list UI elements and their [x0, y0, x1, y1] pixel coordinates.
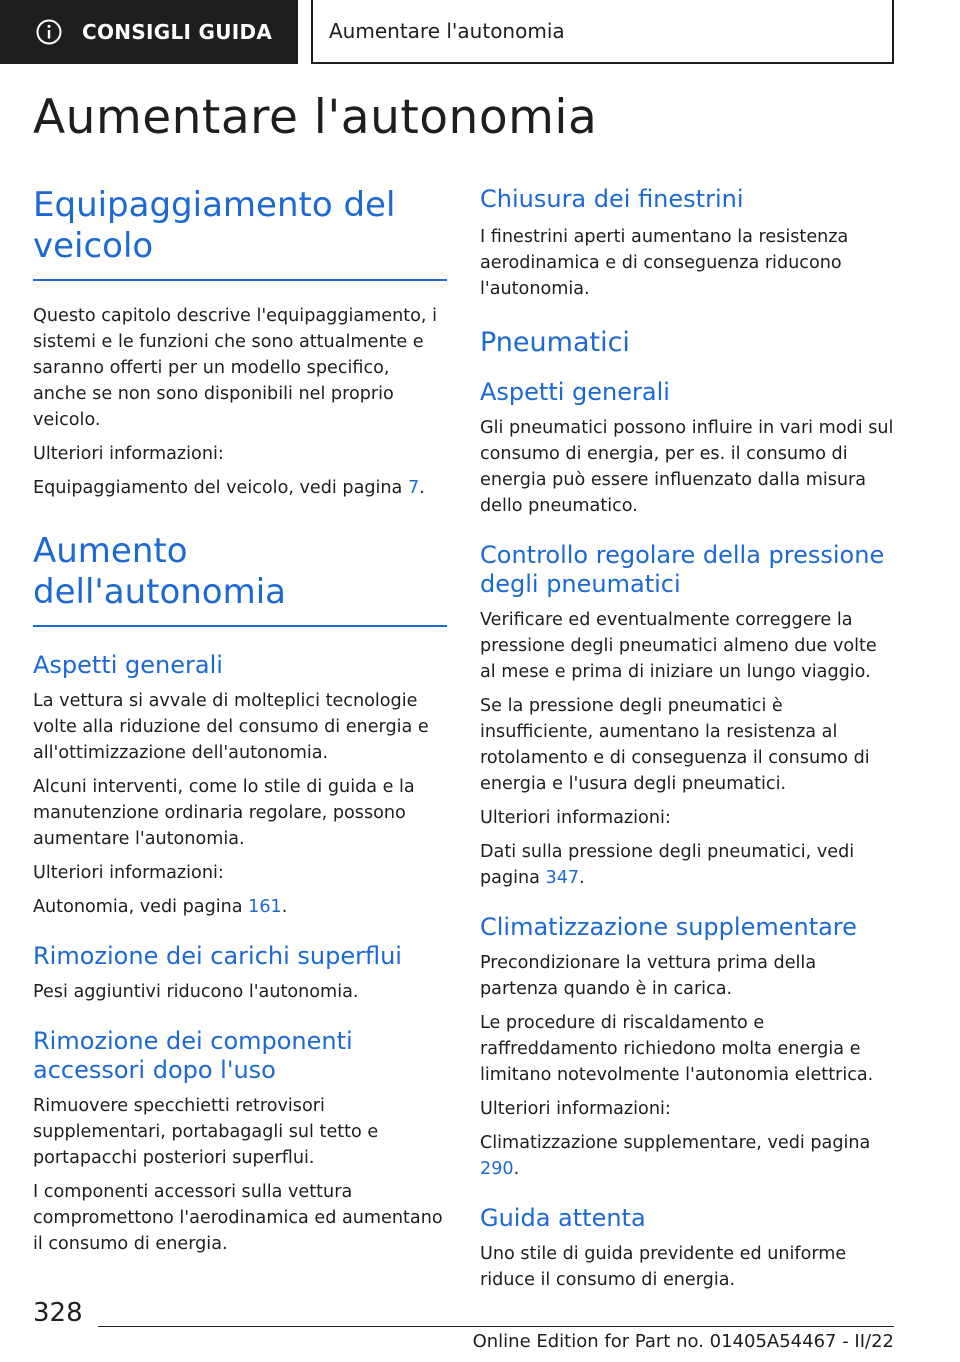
running-title-box: [311, 0, 894, 64]
heading-pneumatici: Pneumatici: [480, 327, 630, 358]
paragraph: La vettura si avvale di molteplici tecnologie volte alla riduzione del consumo di energia e all'ottimizzazione dell'autonomia.: [33, 691, 429, 763]
paragraph: Ulteriori informazioni:: [480, 808, 671, 828]
paragraph: Se la pressione degli pneumatici è insufficiente, aumentano la resistenza al rotolamento e di conseguenza il consumo di energia e l'usura degli pneumatici.: [480, 696, 870, 794]
heading-aumento: Aumento dell'autonomia: [33, 531, 447, 627]
paragraph: Alcuni interventi, come lo stile di guida e la manutenzione ordinaria regolare, possono aumentare l'autonomia.: [33, 777, 415, 849]
section-label: CONSIGLI GUIDA: [82, 20, 273, 44]
page-link[interactable]: 161: [248, 897, 282, 917]
running-title: Aumentare l'autonomia: [329, 19, 565, 43]
heading-guida: Guida attenta: [480, 1204, 646, 1232]
paragraph: Gli pneumatici possono influire in vari modi sul consumo di energia, per es. il consumo di energia può essere influenzato dalla misura dello pneumatico.: [480, 418, 894, 516]
paragraph: Precondizionare la vettura prima della partenza quando è in carica.: [480, 953, 817, 999]
right-column: [480, 185, 894, 1293]
paragraph: Ulteriori informazioni:: [480, 1099, 671, 1119]
heading-aspetti: Aspetti generali: [33, 651, 223, 679]
heading-clima: Climatizzazione supplementare: [480, 913, 857, 941]
page-link[interactable]: 7: [407, 478, 420, 498]
cross-reference: Climatizzazione supplementare, vedi pagina 290.: [480, 1133, 871, 1179]
section-tab: [0, 0, 298, 64]
cross-reference: Equipaggiamento del veicolo, vedi pagina 7.: [33, 478, 425, 498]
paragraph: I componenti accessori sulla vettura compromettono l'aerodinamica ed aumentano il consumo di energia.: [33, 1182, 443, 1254]
heading-componenti: Rimozione dei componenti accessori dopo l'uso: [33, 1027, 353, 1084]
paragraph: Verificare ed eventualmente correggere la pressione degli pneumatici almeno due volte al mese e prima di iniziare un lungo viaggio.: [480, 610, 877, 682]
heading-pressione: Controllo regolare della pressione degli pneumatici: [480, 541, 885, 598]
paragraph: Questo capitolo descrive l'equipaggiamento, i sistemi e le funzioni che sono attualmente e saranno offerti per un modello specifico, anche se non sono disponibili nel proprio veicolo.: [33, 306, 438, 430]
info-icon: [36, 19, 62, 45]
page-number: 328: [33, 1298, 83, 1328]
heading-equipaggiamento: Equipaggiamento del veicolo: [33, 185, 447, 281]
paragraph: Ulteriori informazioni:: [33, 863, 224, 883]
cross-reference: Dati sulla pressione degli pneumatici, vedi pagina 347.: [480, 842, 855, 888]
left-column: [33, 185, 447, 1257]
edition-note: Online Edition for Part no. 01405A54467 - II/22: [472, 1331, 894, 1352]
heading-carichi: Rimozione dei carichi superflui: [33, 942, 402, 970]
page-link[interactable]: 290: [480, 1159, 514, 1179]
heading-finestrini: Chiusura dei finestrini: [480, 185, 744, 213]
page-link[interactable]: 347: [545, 868, 580, 888]
page-title: Aumentare l'autonomia: [33, 90, 598, 145]
cross-reference: Autonomia, vedi pagina 161.: [33, 897, 288, 917]
paragraph: Rimuovere specchietti retrovisori supplementari, portabagagli sul tetto e portapacchi posteriori superflui.: [33, 1096, 379, 1168]
heading-aspetti-pneumatici: Aspetti generali: [480, 378, 670, 406]
paragraph: Ulteriori informazioni:: [33, 444, 224, 464]
footer-divider: [98, 1326, 894, 1327]
paragraph: Le procedure di riscaldamento e raffreddamento richiedono molta energia e limitano notevolmente l'autonomia elettrica.: [480, 1013, 874, 1085]
paragraph: I finestrini aperti aumentano la resistenza aerodinamica e di conseguenza riducono l'autonomia.: [480, 227, 849, 299]
paragraph: Uno stile di guida previdente ed uniforme riduce il consumo di energia.: [480, 1244, 847, 1290]
paragraph: Pesi aggiuntivi riducono l'autonomia.: [33, 982, 359, 1002]
